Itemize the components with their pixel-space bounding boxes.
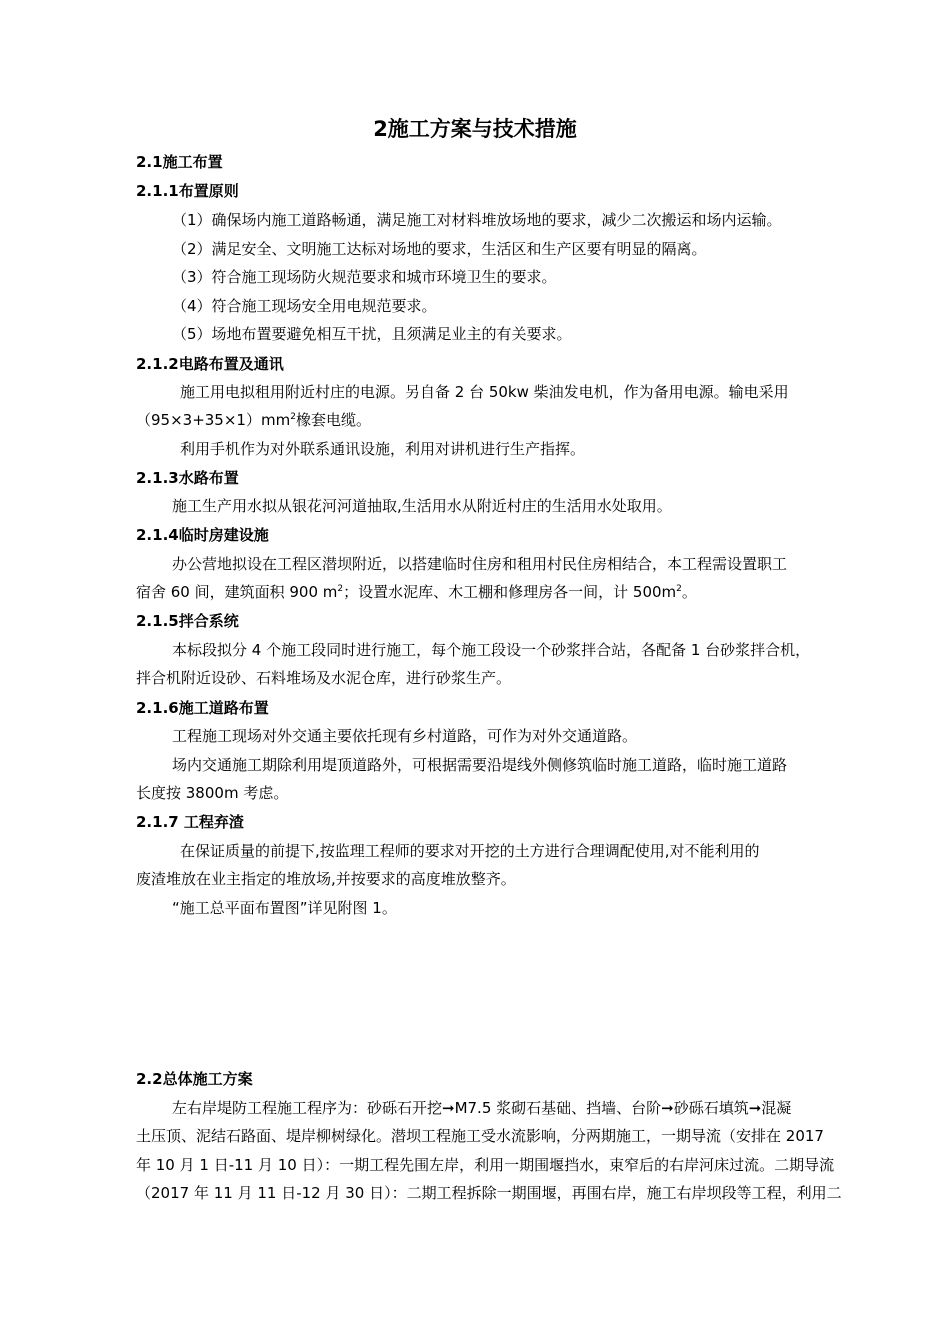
section-heading-2-1-2: 2.1.2电路布置及通讯 [136,355,284,373]
paragraph-principle-1: （1）确保场内施工道路畅通，满足施工对材料堆放场地的要求，减少二次搬运和场内运输。 [172,211,782,229]
section-heading-2-1-3: 2.1.3水路布置 [136,469,239,487]
paragraph-spoil-line2: 废渣堆放在业主指定的堆放场,并按要求的高度堆放整齐。 [136,870,516,888]
paragraph-housing-text-b: ；设置水泥库、木工棚和修理房各一间，计 500m [343,583,677,601]
paragraph-principle-2: （2）满足安全、文明施工达标对场地的要求，生活区和生产区要有明显的隔离。 [172,240,707,258]
paragraph-power-text-a: （95×3+35×1）mm [136,411,291,429]
superscript-2: 2 [337,584,344,594]
section-heading-2-1-4: 2.1.4临时房建设施 [136,526,269,544]
paragraph-road-1: 工程施工现场对外交通主要依托现有乡村道路，可作为对外交通道路。 [172,727,638,745]
paragraph-overall-line3: 年 10 月 1 日-11 月 10 日）：一期工程先围左岸，利用一期围堰挡水，束窄后的右岸河床过流。二期导流 [136,1156,835,1174]
page-title: 2施工方案与技术措施 [373,117,577,141]
paragraph-housing-line2 [136,581,697,603]
paragraph-mixing-line1: 本标段拟分 4 个施工段同时进行施工，每个施工段设一个砂浆拌合站，各配备 1 台砂浆拌合机， [172,641,811,659]
paragraph-water: 施工生产用水拟从银花河河道抽取,生活用水从附近村庄的生活用水处取用。 [172,497,672,515]
paragraph-overall-line2: 土压顶、泥结石路面、堤岸柳树绿化。潜坝工程施工受水流影响，分两期施工，一期导流（安排在 2017 [136,1127,824,1145]
paragraph-road-2-line1: 场内交通施工期除利用堤顶道路外，可根据需要沿堤线外侧修筑临时施工道路，临时施工道路 [172,756,788,774]
superscript-2: 2 [290,412,296,422]
paragraph-spoil-line1: 在保证质量的前提下,按监理工程师的要求对开挖的土方进行合理调配使用,对不能利用的 [180,842,760,860]
superscript-2: 2 [676,584,682,594]
paragraph-power-line1: 施工用电拟租用附近村庄的电源。另自备 2 台 50kw 柴油发电机，作为备用电源。输电采用 [180,383,789,401]
section-heading-2-1-5: 2.1.5拌合系统 [136,612,239,630]
paragraph-principle-3: （3）符合施工现场防火规范要求和城市环境卫生的要求。 [172,268,557,286]
paragraph-overall-line1: 左右岸堤防工程施工程序为：砂砾石开挖➞M7.5 浆砌石基础、挡墙、台阶➞砂砾石填筑➞混凝 [172,1099,792,1117]
section-heading-2-1-1: 2.1.1布置原则 [136,182,239,200]
paragraph-housing-text-a: 宿舍 60 间，建筑面积 900 m [136,583,338,601]
paragraph-road-2-line2: 长度按 3800m 考虑。 [136,784,289,802]
paragraph-principle-4: （4）符合施工现场安全用电规范要求。 [172,297,437,315]
section-heading-2-1-6: 2.1.6施工道路布置 [136,699,269,717]
section-heading-2-1: 2.1施工布置 [136,153,223,171]
paragraph-mixing-line2: 拌合机附近设砂、石料堆场及水泥仓库，进行砂浆生产。 [136,669,512,687]
paragraph-power-text-b: 橡套电缆。 [295,411,371,429]
paragraph-site-plan-reference: “施工总平面布置图”详见附图 1。 [172,899,397,917]
paragraph-housing-line1: 办公营地拟设在工程区潜坝附近，以搭建临时住房和租用村民住房相结合，本工程需设置职工 [172,555,788,573]
section-heading-2-2: 2.2总体施工方案 [136,1070,253,1088]
paragraph-power-line2 [136,409,371,431]
paragraph-housing-text-c: 。 [681,583,697,601]
section-heading-2-1-7: 2.1.7 工程弃渣 [136,813,244,831]
paragraph-communication: 利用手机作为对外联系通讯设施，利用对讲机进行生产指挥。 [180,440,586,458]
paragraph-principle-5: （5）场地布置要避免相互干扰，且须满足业主的有关要求。 [172,325,572,343]
paragraph-overall-line4: （2017 年 11 月 11 日-12 月 30 日）：二期工程拆除一期围堰，再围右岸，施工右岸坝段等工程，利用二 [136,1184,842,1202]
